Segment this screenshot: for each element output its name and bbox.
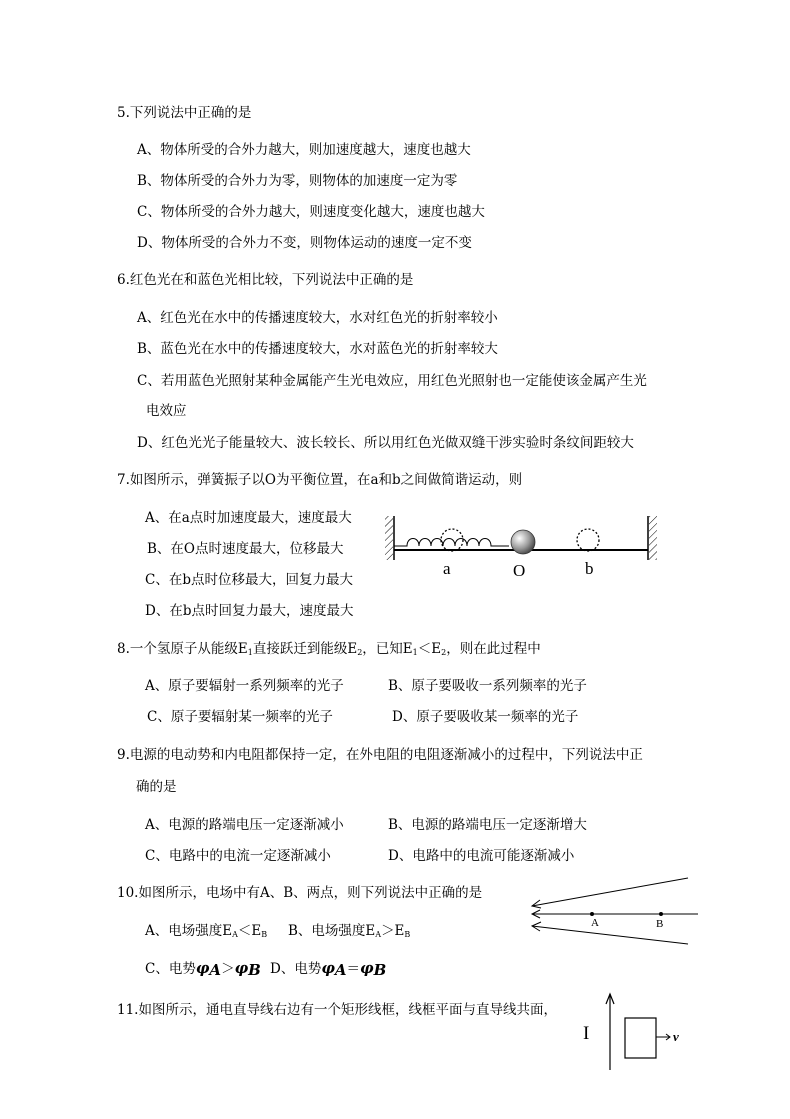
q5-stem: 5.下列说法中正确的是 — [117, 105, 252, 121]
q5-option-d: D、物体所受的合外力不变，则物体运动的速度一定不变 — [137, 235, 472, 251]
label-point-a: A — [591, 917, 599, 929]
oscillator-ball — [511, 530, 535, 554]
wire-loop-figure — [580, 990, 690, 1070]
q8-option-a: A、原子要辐射一系列频率的光子 — [145, 678, 344, 694]
current-label: I — [583, 1023, 590, 1044]
q8-stem: 8.一个氢原子从能级$E_1$直接跃迁到能级$E_2$，已知$E_1<E_2$，则在此过程中 — [117, 641, 541, 657]
q9-option-a: A、电源的路端电压一定逐渐减小 — [145, 817, 344, 833]
q7-option-d: D、在b点时回复力最大，速度最大 — [145, 603, 354, 619]
q7-option-a: A、在a点时加速度最大，速度最大 — [145, 510, 352, 526]
field-line-top — [532, 878, 688, 906]
q9-option-c: C、电路中的电流一定逐渐减小 — [145, 848, 331, 864]
position-b-ghost — [577, 529, 599, 551]
q10-option-d: D、电势$\varphi_A=\varphi_B$ — [270, 959, 387, 979]
label-o: O — [513, 561, 526, 580]
q7-stem: 7.如图所示，弹簧振子以O为平衡位置，在a和b之间做简谐运动，则 — [117, 472, 523, 488]
q10-stem: 10.如图所示，电场中有A、B、两点，则下列说法中正确的是 — [117, 885, 483, 901]
q7-option-c: C、在b点时位移最大，回复力最大 — [145, 572, 353, 588]
point-a — [590, 912, 594, 916]
q9-option-d: D、电路中的电流可能逐渐减小 — [388, 848, 575, 864]
q8-option-d: D、原子要吸收某一频率的光子 — [392, 709, 579, 725]
q9-stem-line1: 9.电源的电动势和内电阻都保持一定，在外电阻的电阻逐渐减小的过程中，下列说法中正 — [117, 747, 643, 763]
q10-option-c: C、电势$\varphi_A>\varphi_B$ — [145, 959, 261, 979]
q6-option-c-cont: 电效应 — [146, 403, 187, 419]
q5-option-c: C、物体所受的合外力越大，则速度变化越大，速度也越大 — [137, 204, 485, 220]
q11-stem: 11.如图所示，通电直导线右边有一个矩形线框，线框平面与直导线共面， — [117, 1002, 557, 1018]
q6-option-b: B、蓝色光在水中的传播速度较大，水对蓝色光的折射率较大 — [137, 341, 498, 357]
q8-option-c: C、原子要辐射某一频率的光子 — [147, 709, 333, 725]
label-a: a — [443, 559, 451, 578]
q5-option-a: A、物体所受的合外力越大，则加速度越大，速度也越大 — [137, 142, 471, 158]
q9-stem-line2: 确的是 — [136, 779, 177, 795]
right-wall — [649, 516, 657, 560]
q10-option-a: A、电场强度$E_A<E_B$ — [145, 923, 268, 939]
q8-option-b: B、原子要吸收一系列频率的光子 — [388, 678, 587, 694]
q6-stem: 6.红色光在和蓝色光相比较，下列说法中正确的是 — [117, 272, 414, 288]
q6-option-c: C、若用蓝色光照射某种金属能产生光电效应，用红色光照射也一定能使该金属产生光 — [137, 373, 647, 389]
q5-option-b: B、物体所受的合外力为零，则物体的加速度一定为零 — [137, 173, 458, 189]
point-b — [659, 912, 663, 916]
spring-oscillator-figure — [385, 512, 665, 582]
spring — [394, 539, 509, 547]
label-b: b — [585, 559, 594, 578]
left-wall — [385, 516, 393, 560]
q7-option-b: B、在O点时速度最大，位移最大 — [147, 541, 344, 557]
label-point-b: B — [656, 918, 664, 930]
field-line-bottom — [532, 926, 688, 944]
q6-option-a: A、红色光在水中的传播速度较大，水对红色光的折射率较小 — [137, 310, 498, 326]
electric-field-figure — [528, 876, 698, 946]
velocity-label: v — [673, 1029, 679, 1044]
q9-option-b: B、电源的路端电压一定逐渐增大 — [388, 817, 587, 833]
q10-option-b: B、电场强度$E_A>E_B$ — [288, 923, 411, 939]
rectangular-loop — [625, 1018, 656, 1058]
q6-option-d: D、红色光光子能量较大、波长较长、所以用红色光做双缝干涉实验时条纹间距较大 — [137, 435, 634, 451]
